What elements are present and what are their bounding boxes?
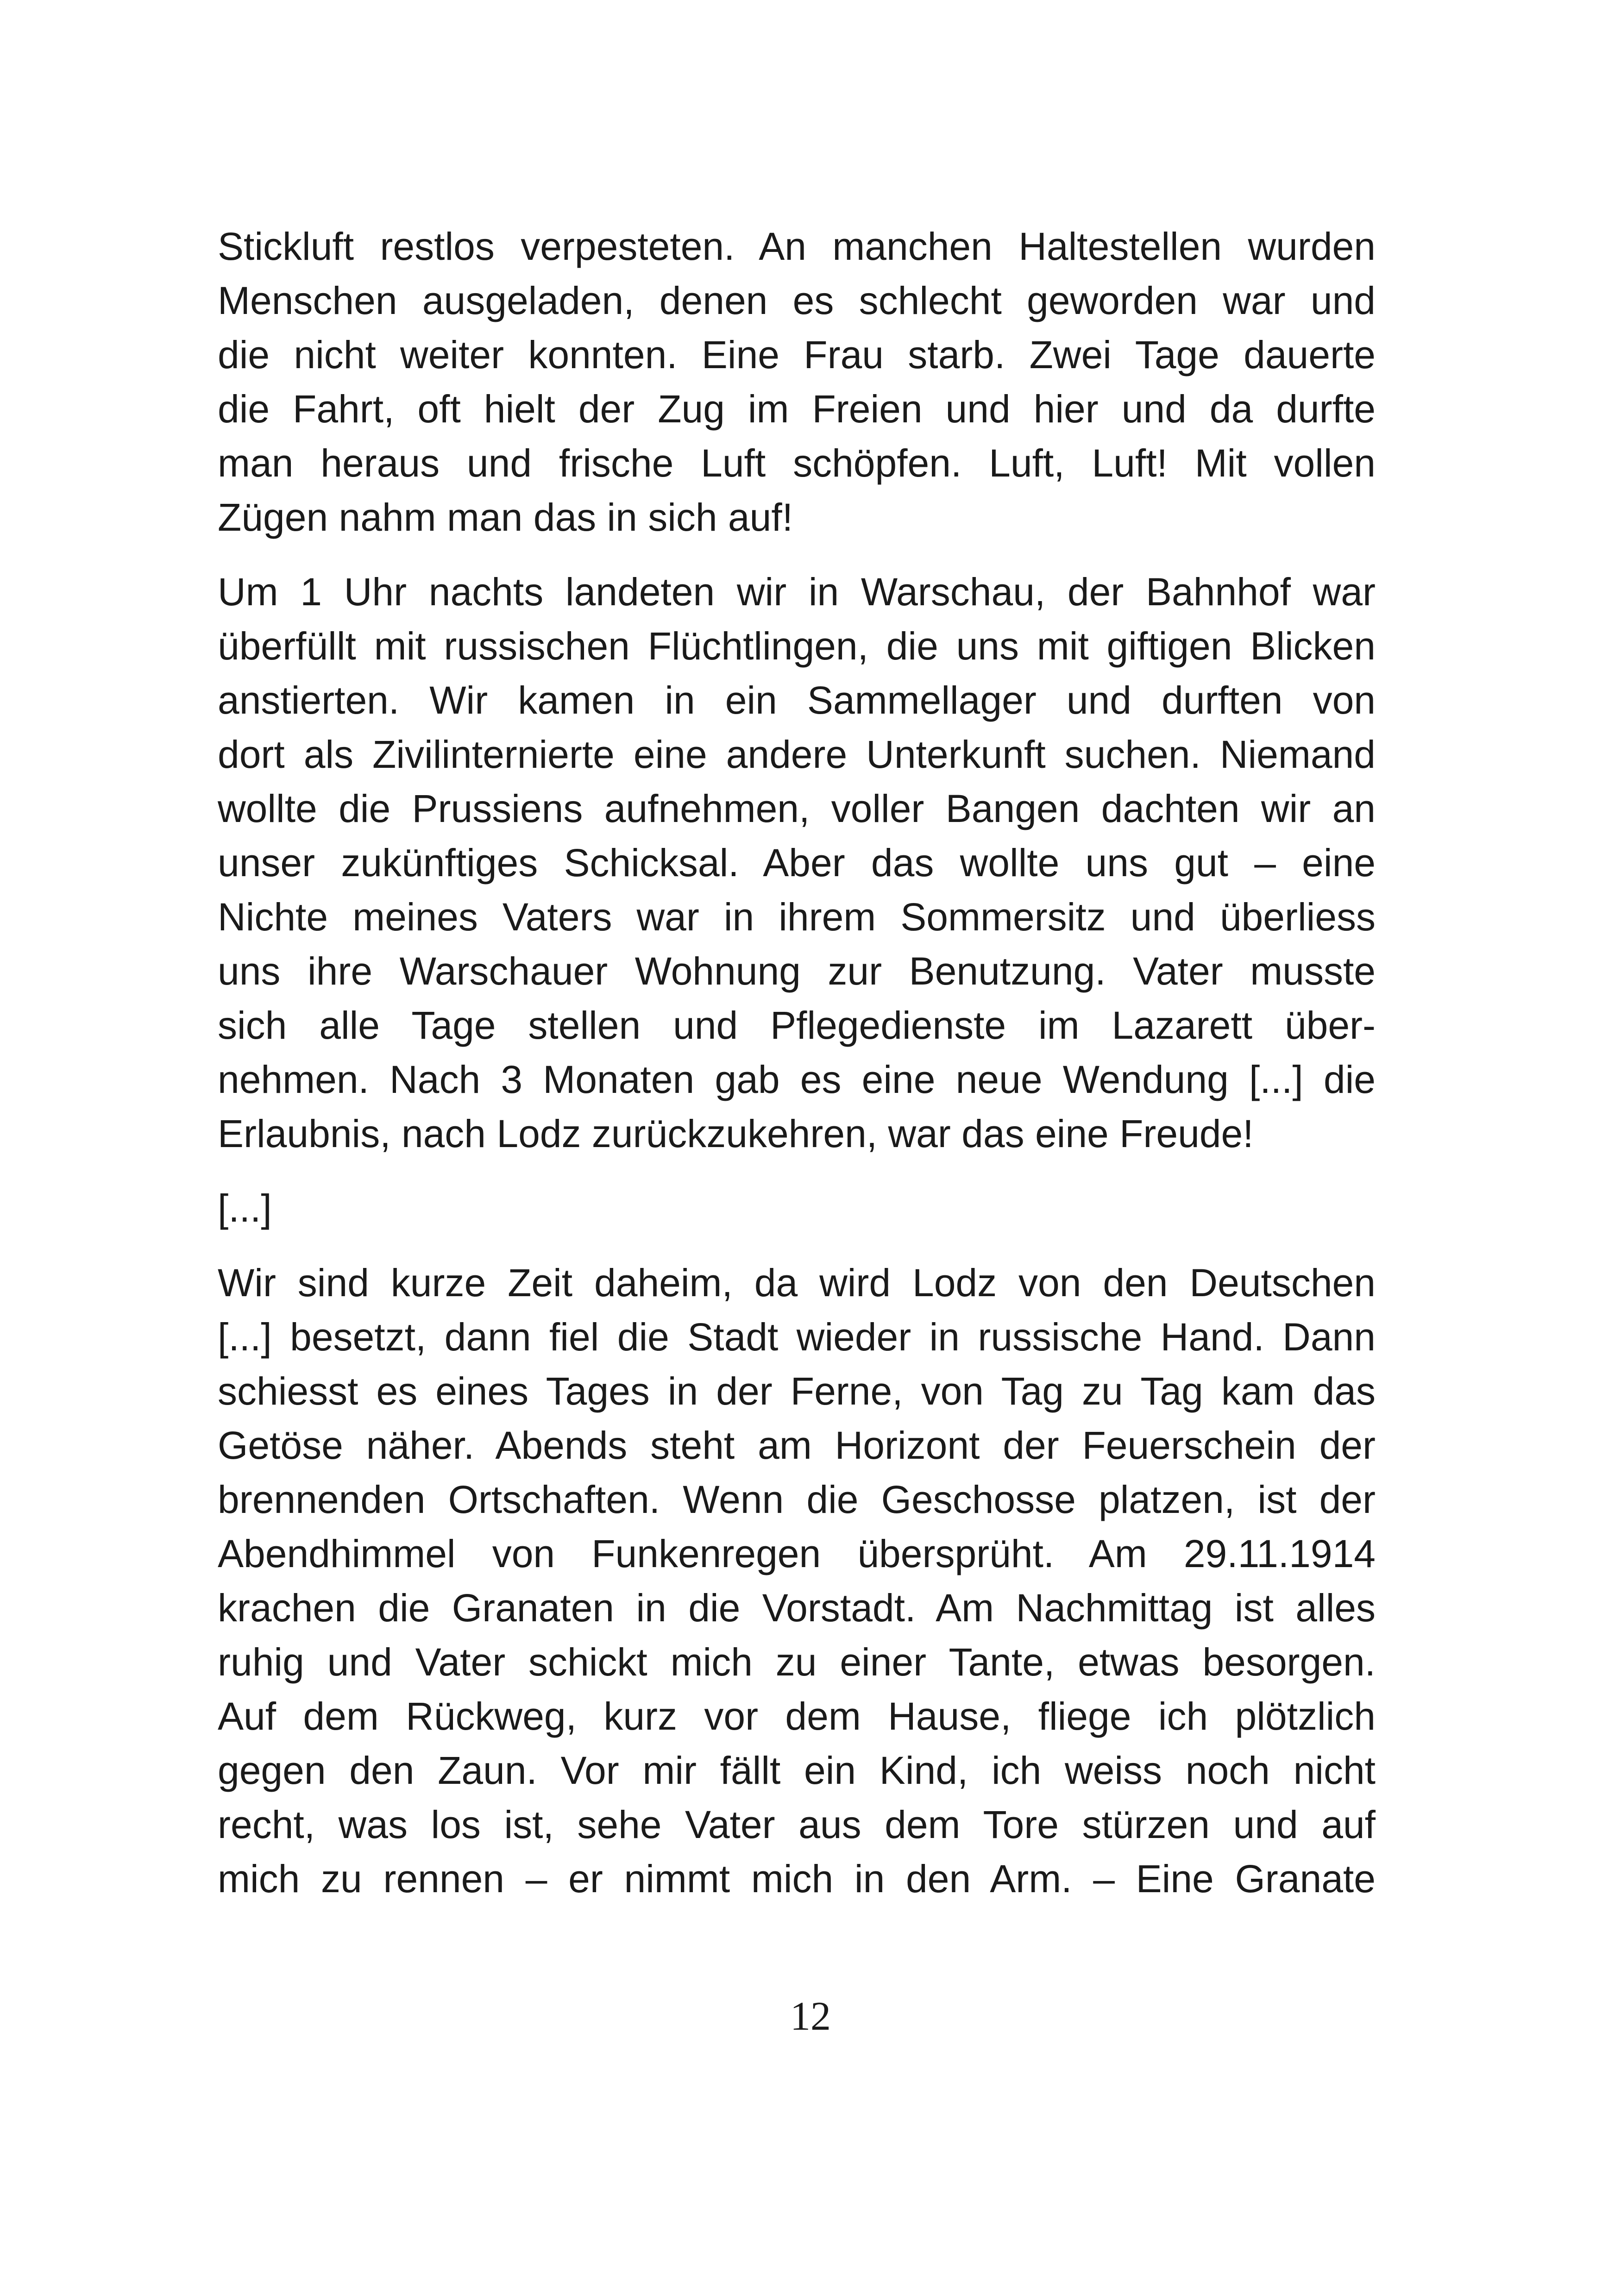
text-line: brennenden Ortschaften. Wenn die Geschosse platzen, ist der bbox=[218, 1478, 1376, 1521]
text-line: nehmen. Nach 3 Monaten gab es eine neue Wendung [...] die bbox=[218, 1058, 1376, 1101]
text-line: Erlaubnis, nach Lodz zurückzukehren, war das eine Freude! bbox=[218, 1112, 1254, 1155]
text-line: recht, was los ist, sehe Vater aus dem Tore stürzen und auf bbox=[218, 1803, 1376, 1846]
text-line: uns ihre Warschauer Wohnung zur Benutzung. Vater musste bbox=[218, 949, 1376, 993]
paragraph-2 bbox=[218, 565, 1376, 1161]
text-line: Abendhimmel von Funkenregen übersprüht. Am 29.11.1914 bbox=[218, 1532, 1376, 1575]
body-text bbox=[218, 220, 1376, 1926]
text-line: schiesst es eines Tages in der Ferne, von Tag zu Tag kam das bbox=[218, 1369, 1376, 1413]
text-line: Wir sind kurze Zeit daheim, da wird Lodz von den Deutschen bbox=[218, 1261, 1376, 1305]
text-line: mich zu rennen – er nimmt mich in den Arm. – Eine Granate bbox=[218, 1857, 1376, 1901]
text-line: dort als Zivilinternierte eine andere Unterkunft suchen. Niemand bbox=[218, 733, 1376, 776]
text-line: anstierten. Wir kamen in ein Sammellager und durften von bbox=[218, 678, 1376, 722]
text-line: gegen den Zaun. Vor mir fällt ein Kind, ich weiss noch nicht bbox=[218, 1749, 1376, 1792]
text-line: Auf dem Rückweg, kurz vor dem Hause, fliege ich plötzlich bbox=[218, 1694, 1376, 1738]
text-line: ruhig und Vater schickt mich zu einer Tante, etwas besorgen. bbox=[218, 1640, 1376, 1684]
text-line: [...] bbox=[218, 1186, 272, 1230]
paragraph-3 bbox=[218, 1256, 1376, 1906]
text-line: unser zukünftiges Schicksal. Aber das wollte uns gut – eine bbox=[218, 841, 1376, 885]
text-line: Getöse näher. Abends steht am Horizont der Feuerschein der bbox=[218, 1424, 1376, 1467]
text-line: Um 1 Uhr nachts landeten wir in Warschau, der Bahnhof war bbox=[218, 570, 1376, 614]
text-line: [...] besetzt, dann fiel die Stadt wieder in russische Hand. Dann bbox=[218, 1315, 1376, 1359]
text-line: Zügen nahm man das in sich auf! bbox=[218, 496, 793, 539]
text-line: man heraus und frische Luft schöpfen. Luft, Luft! Mit vollen bbox=[218, 441, 1376, 485]
page-number: 12 bbox=[790, 1994, 831, 2039]
text-line: Stickluft restlos verpesteten. An manchen Haltestellen wurden bbox=[218, 225, 1376, 268]
text-line: Nichte meines Vaters war in ihrem Sommersitz und überliess bbox=[218, 895, 1376, 939]
text-line: sich alle Tage stellen und Pflegedienste im Lazarett über- bbox=[218, 1004, 1376, 1047]
text-line: krachen die Granaten in die Vorstadt. Am Nachmittag ist alles bbox=[218, 1586, 1376, 1630]
text-line: die Fahrt, oft hielt der Zug im Freien und hier und da durfte bbox=[218, 387, 1376, 431]
omission-marker bbox=[218, 1181, 1376, 1236]
paragraph-1 bbox=[218, 220, 1376, 545]
text-line: Menschen ausgeladen, denen es schlecht geworden war und bbox=[218, 279, 1376, 322]
text-line: wollte die Prussiens aufnehmen, voller Bangen dachten wir an bbox=[218, 787, 1376, 830]
text-line: die nicht weiter konnten. Eine Frau starb. Zwei Tage dauerte bbox=[218, 333, 1376, 376]
text-line: überfüllt mit russischen Flüchtlingen, die uns mit giftigen Blicken bbox=[218, 624, 1376, 668]
